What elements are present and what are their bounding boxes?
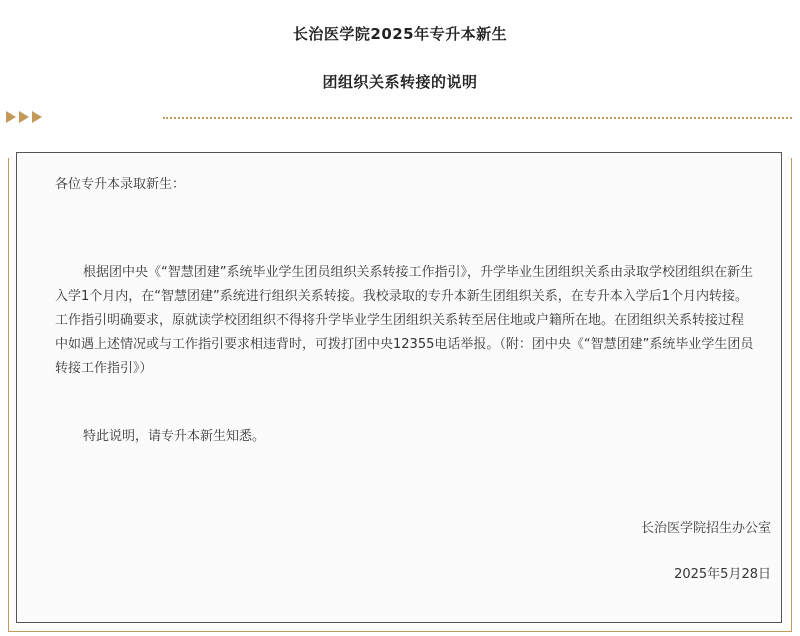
notice-card bbox=[16, 152, 782, 623]
arrow-right-icon bbox=[6, 111, 16, 123]
page-subtitle: 团组织关系转接的说明 bbox=[322, 73, 478, 91]
arrow-right-icon bbox=[19, 111, 29, 123]
salutation: 各位专升本录取新生： bbox=[55, 177, 186, 192]
notice-paragraph: 根据团中央《“智慧团建”系统毕业学生团员组织关系转接工作指引》，升学毕业生团组织关系由录取学校团组织在新生入学1个月内，在“智慧团建”系统进行组织关系转接。我校录取的专升本新生团组织关系，在专升本入学后1个月内转接。工作指引明确要求，原就读学校团组织不得将升学毕业学生团组织关系转至居住地或户籍所在地。在团组织关系转接过程中如遇上述情况或与工作指引要求相违背时，可拨打团中央12355电话举报。（附：团中央《“智慧团建”系统毕业学生团员转接工作指引》） bbox=[55, 265, 754, 376]
page-title: 长治医学院2025年专升本新生 bbox=[292, 25, 508, 43]
notice-date: 2025年5月28日 bbox=[674, 567, 771, 582]
dotted-divider bbox=[163, 117, 792, 119]
decorative-arrows bbox=[6, 111, 42, 125]
signature: 长治医学院招生办公室 bbox=[640, 521, 771, 536]
arrow-right-icon bbox=[32, 111, 42, 123]
closing-paragraph: 特此说明，请专升本新生知悉。 bbox=[83, 429, 266, 444]
